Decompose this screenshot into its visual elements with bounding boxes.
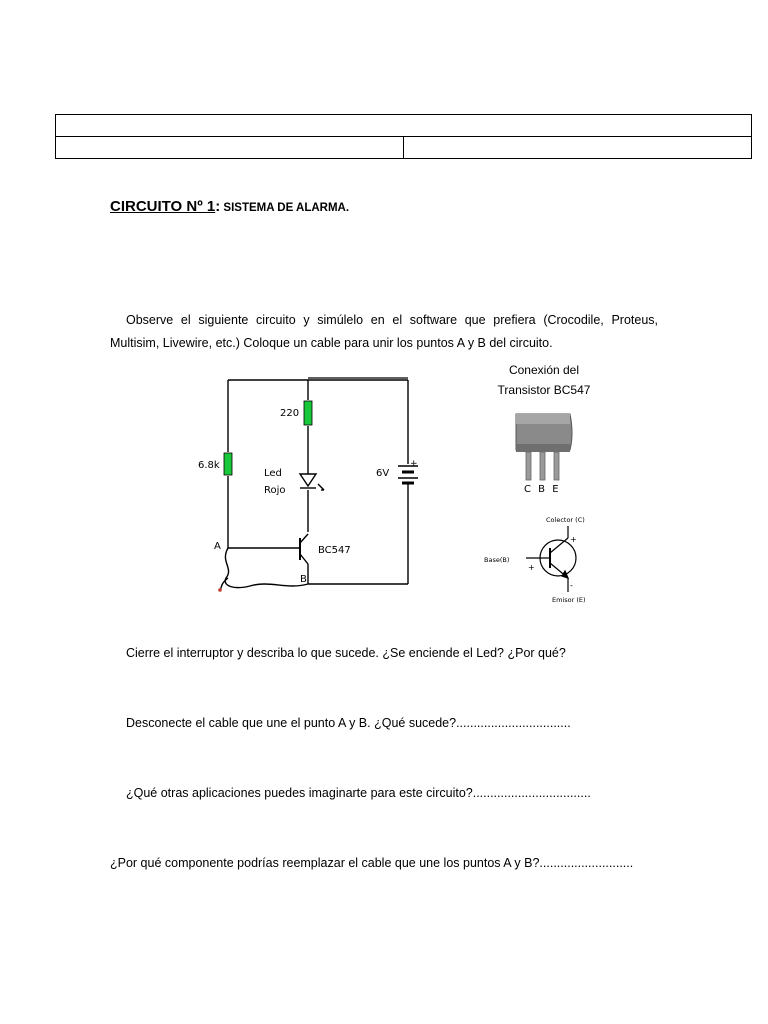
led-symbol	[300, 474, 316, 486]
pin-e	[554, 452, 559, 480]
header-table	[55, 114, 752, 159]
question-4: ¿Por qué componente podrías reemplazar el cable que une los puntos A y B?...........................	[110, 856, 634, 870]
intro-line-2: Multisim, Livewire, etc.) Coloque un cable para unir los puntos A y B del circuito.	[110, 336, 553, 350]
label-bc547: BC547	[318, 545, 351, 556]
pin-c	[526, 452, 531, 480]
pins-label: C B E	[524, 484, 561, 495]
transistor-package	[470, 404, 620, 604]
label-emisor: Emisor (E)	[552, 596, 586, 604]
header-cell-left	[56, 137, 404, 159]
question-3: ¿Qué otras aplicaciones puedes imaginarte para este circuito?..................................	[126, 786, 591, 800]
intro-line-1: Observe el siguiente circuito y simúlelo en el software que prefiera (Crocodile, Proteus,	[126, 313, 658, 327]
connection-title	[474, 360, 614, 400]
resistor-6-8k	[224, 453, 232, 475]
cable-end-dot	[218, 588, 222, 592]
label-rojo: Rojo	[264, 485, 286, 496]
resistor-220	[304, 401, 312, 425]
title-colon: :	[215, 198, 221, 215]
title-sub: SISTEMA DE ALARMA.	[220, 202, 350, 214]
label-base: Base(B)	[484, 556, 510, 564]
label-point-a: A	[214, 541, 221, 552]
header-cell-right	[404, 137, 752, 159]
connection-title-1: Conexión del	[508, 363, 580, 377]
label-led: Led	[264, 468, 282, 479]
label-point-b: B	[300, 574, 307, 585]
label-plus-c: +	[570, 535, 577, 544]
label-220: 220	[280, 408, 300, 419]
intro-paragraph	[110, 309, 658, 355]
page-title	[110, 198, 349, 215]
label-battery-plus: +	[410, 459, 418, 469]
label-plus-b: +	[528, 563, 535, 572]
label-6v: 6V	[376, 468, 390, 479]
loose-cable	[225, 548, 308, 588]
circuit-diagram	[190, 372, 422, 600]
pin-b	[540, 452, 545, 480]
label-colector: Colector (C)	[546, 516, 585, 524]
question-1: Cierre el interruptor y describa lo que sucede. ¿Se enciende el Led? ¿Por qué?	[126, 646, 566, 660]
label-minus-e: -	[570, 581, 573, 590]
header-row-1	[56, 115, 752, 137]
connection-title-2: Transistor BC547	[497, 383, 591, 397]
question-2: Desconecte el cable que une el punto A y B. ¿Qué sucede?.................................	[126, 716, 571, 730]
label-6-8k: 6.8k	[198, 460, 220, 471]
title-main: CIRCUITO Nº 1	[110, 198, 216, 215]
